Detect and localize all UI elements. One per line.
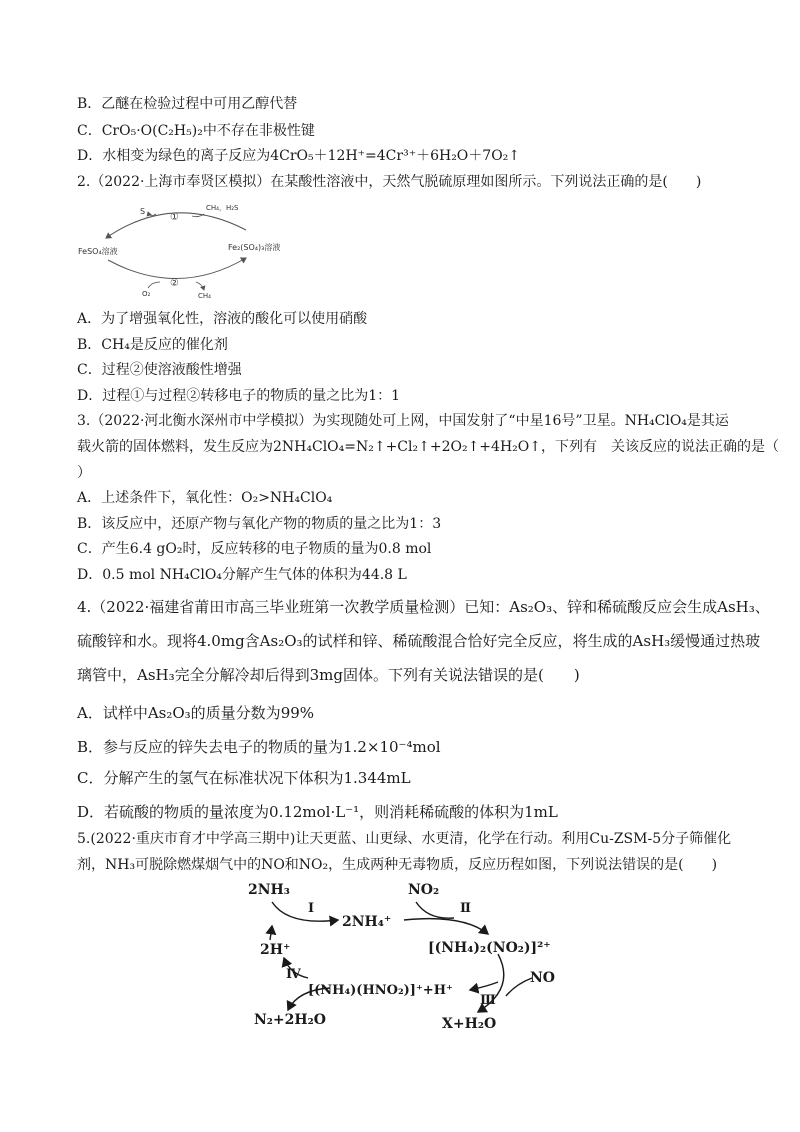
q5-reaction-diagram — [248, 878, 578, 1038]
q4-stem-line1: 4.（2022·福建省莆田市高三毕业班第一次教学质量检测）已知：As₂O₃、锌和稀硫酸反应会生成AsH₃、 — [77, 598, 770, 616]
q5-step2-arrow — [404, 919, 488, 934]
q2-left-label: FeSO₄溶液 — [78, 247, 118, 256]
q2-right-label: Fe₂(SO₄)₃溶液 — [228, 243, 281, 252]
q1-option-d: D．水相变为绿色的离子反应为4CrO₅＋12H⁺=4Cr³⁺＋6H₂O＋7O₂↑ — [77, 148, 521, 164]
q5-stem-line1: 5.(2022·重庆市育才中学高三期中)让天更蓝、山更绿、水更清，化学在行动。利用Cu-ZSM-5分子筛催化 — [77, 831, 732, 847]
q5-step3: Ⅲ — [480, 993, 496, 1008]
q3-option-a: A．上述条件下，氧化性：O₂>NH₄ClO₄ — [77, 490, 333, 506]
q5-step2: Ⅱ — [460, 901, 471, 916]
q2-branch-bottom-out — [196, 282, 204, 290]
q5-hplus-return — [470, 982, 498, 990]
q4-option-c: C．分解产生的氢气在标准状况下体积为1.344mL — [77, 769, 411, 787]
q5-no2: NO₂ — [408, 882, 440, 898]
q4-option-d: D．若硫酸的物质的量浓度为0.12mol·L⁻¹，则消耗稀硫酸的体积为1mL — [77, 803, 558, 821]
q5-step1-arrow — [272, 902, 338, 921]
q5-nh4: 2NH₄⁺ — [342, 914, 392, 930]
q5-nh3: 2NH₃ — [248, 882, 290, 898]
q2-top-reactants: CH₄，H₂S — [206, 204, 239, 212]
q2-option-c: C．过程②使溶液酸性增强 — [77, 362, 242, 378]
q2-option-d: D．过程①与过程②转移电子的物质的量之比为1：1 — [77, 388, 401, 404]
q3-option-c: C．产生6.4 gO₂时，反应转移的电子物质的量为0.8 mol — [77, 541, 432, 557]
q3-option-b: B．该反应中，还原产物与氧化产物的物质的量之比为1：3 — [77, 516, 442, 532]
q5-no-arrow — [506, 978, 532, 996]
q5-no: NO — [530, 970, 555, 986]
q2-step2: ② — [170, 278, 179, 289]
q2-step1: ① — [170, 212, 179, 223]
q4-option-b: B．参与反应的锌失去电子的物质的量为1.2×10⁻⁴mol — [77, 738, 441, 756]
q5-hplus: 2H⁺ — [260, 942, 291, 958]
q3-option-d: D．0.5 mol NH₄ClO₄分解产生气体的体积为44.8 L — [77, 567, 407, 583]
q2-option-b: B．CH₄是反应的催化剂 — [77, 337, 228, 353]
q5-stem-line2: 剂，NH₃可脱除燃煤烟气中的NO和NO₂，生成两种无毒物质，反应历程如图，下列说法错误的是( ) — [77, 857, 718, 873]
q4-stem-line2: 硫酸锌和水。现将4.0mg含As₂O₃的试样和锌、稀硫酸混合恰好完全反应，将生成的AsH₃缓慢通过热玻 — [77, 632, 761, 650]
q5-step2-arrow-in — [416, 902, 454, 918]
q2-branch-bottom-in — [148, 282, 160, 288]
q4-option-a: A．试样中As₂O₃的质量分数为99% — [77, 704, 315, 722]
q5-step1: Ⅰ — [308, 901, 315, 916]
q5-complex2: [(NH₄)(HNO₂)]⁺+H⁺ — [308, 983, 453, 998]
q5-products-left: N₂+2H₂O — [254, 1012, 326, 1028]
q5-products-right: X+H₂O — [442, 1016, 497, 1032]
q5-hplus-arrow — [270, 926, 272, 940]
q4-stem-line3: 璃管中，AsH₃完全分解冷却后得到3mg固体。下列有关说法错误的是( ) — [77, 666, 580, 684]
q2-cycle-diagram — [78, 196, 308, 300]
q2-arc-bottom — [108, 258, 246, 279]
q2-top-product: S — [140, 207, 146, 216]
q5-step4: Ⅳ — [286, 967, 301, 982]
q2-bottom-reactant: O₂ — [142, 290, 151, 298]
q1-option-b: B．乙醚在检验过程中可用乙醇代替 — [77, 96, 298, 112]
q5-complex1: [(NH₄)₂(NO₂)]²⁺ — [428, 940, 551, 956]
q2-stem: 2.（2022·上海市奉贤区模拟）在某酸性溶液中，天然气脱硫原理如图所示。下列说法正确的是( ) — [77, 174, 702, 190]
q3-stem-line3: ） — [77, 465, 91, 481]
q1-option-c: C．CrO₅·O(C₂H₅)₂中不存在非极性键 — [77, 123, 315, 139]
q2-bottom-product: CH₄ — [198, 292, 211, 300]
q3-stem-line1: 3.（2022·河北衡水深州市中学模拟）为实现随处可上网，中国发射了“中星16号”卫星。NH₄ClO₄是其运 — [77, 413, 729, 429]
q2-option-a: A．为了增强氧化性，溶液的酸化可以使用硝酸 — [77, 311, 368, 327]
q3-stem-line2: 载火箭的固体燃料，发生反应为2NH₄ClO₄=N₂↑+Cl₂↑+2O₂↑+4H₂O↑，下列有 关该反应的说法正确的是（ — [77, 439, 779, 455]
q2-branch-top-out — [148, 212, 156, 216]
